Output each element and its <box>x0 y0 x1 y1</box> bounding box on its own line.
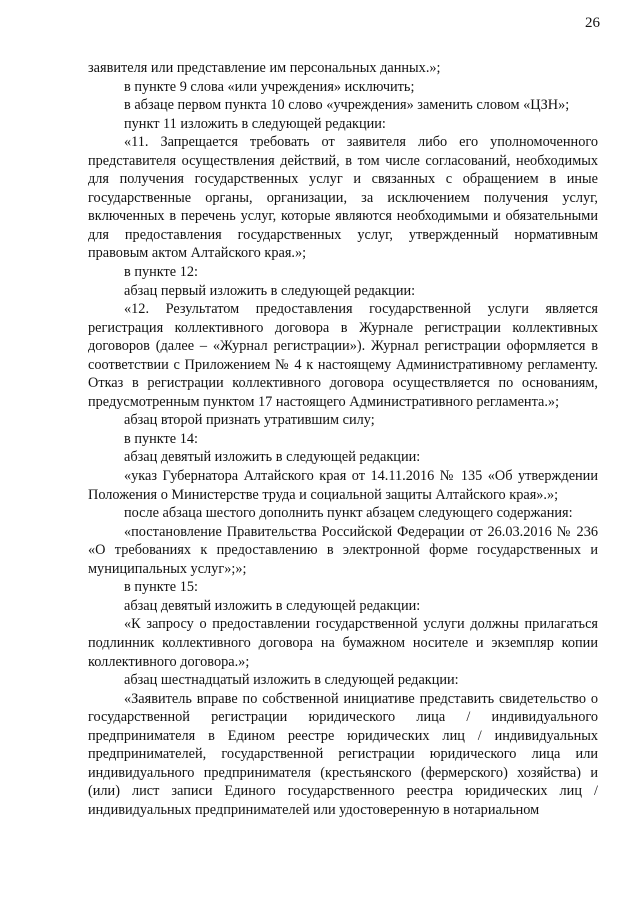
page-number: 26 <box>585 15 600 31</box>
paragraph: в пункте 14: <box>124 430 198 447</box>
paragraph: в пункте 15: <box>124 579 198 596</box>
paragraph: в абзаце первом пункта 10 слово «учреждения» заменить словом «ЦЗН»; <box>124 97 570 114</box>
paragraph: абзац шестнадцатый изложить в следующей редакции: <box>124 672 459 689</box>
document-body <box>88 59 598 819</box>
paragraph: заявителя или представление им персональных данных.»; <box>88 60 441 76</box>
paragraph: абзац девятый изложить в следующей редакции: <box>124 449 421 466</box>
paragraph: пункт 11 изложить в следующей редакции: <box>124 115 386 132</box>
paragraph: «постановление Правительства Российской Федерации от 26.03.2016 № 236 «О требованиях к предоставлению в электронной форме государственных и муниципальных услуг»;»; <box>88 523 598 577</box>
paragraph: «К запросу о предоставлении государственной услуги должны прилагаться подлинник коллективного договора на бумажном носителе и экземпляр копии коллективного договора.»; <box>88 616 598 670</box>
paragraph: абзац девятый изложить в следующей редакции: <box>124 597 421 614</box>
paragraph: абзац второй признать утратившим силу; <box>124 412 375 429</box>
paragraph: абзац первый изложить в следующей редакции: <box>124 282 416 299</box>
paragraph: «указ Губернатора Алтайского края от 14.11.2016 № 135 «Об утверждении Положения о Министерстве труда и социальной защиты Алтайского края».»; <box>88 468 598 503</box>
paragraph: в пункте 12: <box>124 264 198 281</box>
paragraph: «11. Запрещается требовать от заявителя либо его уполномоченного представителя осуществления действий, в том числе согласований, необходимых для получения государственных услуг и связанных с обращением в иные государственные органы, организации, за исключением получения услуг, включенных в перечень услуг, которые являются необходимыми и обязательными для предоставления государственных услуг, утвержденный нормативным правовым актом Алтайского края.»; <box>88 134 598 262</box>
paragraph: в пункте 9 слова «или учреждения» исключить; <box>124 78 415 95</box>
paragraph: «Заявитель вправе по собственной инициативе представить свидетельство о государственной регистрации юридического лица / индивидуального предпринимателя в Едином реестре юридических лиц / индивидуальных предпринимателей, государственной регистрации юридического лица или индивидуального предпринимателя (крестьянского (фермерского) хозяйства) и (или) лист записи Единого государственного реестра юридических лиц / индивидуальных предпринимателей или удостоверенную в нотариальном <box>88 690 598 818</box>
paragraph: «12. Результатом предоставления государственной услуги является регистрация коллективного договора в Журнале регистрации коллективных договоров (далее – «Журнал регистрации»). Журнал регистрации оформляется в соответствии с Приложением № 4 к настоящему Административному регламенту. Отказ в регистрации коллективного договора осуществляется по основаниям, предусмотренным пунктом 17 настоящего Административного регламента.»; <box>88 301 598 410</box>
paragraph: после абзаца шестого дополнить пункт абзацем следующего содержания: <box>124 505 573 522</box>
